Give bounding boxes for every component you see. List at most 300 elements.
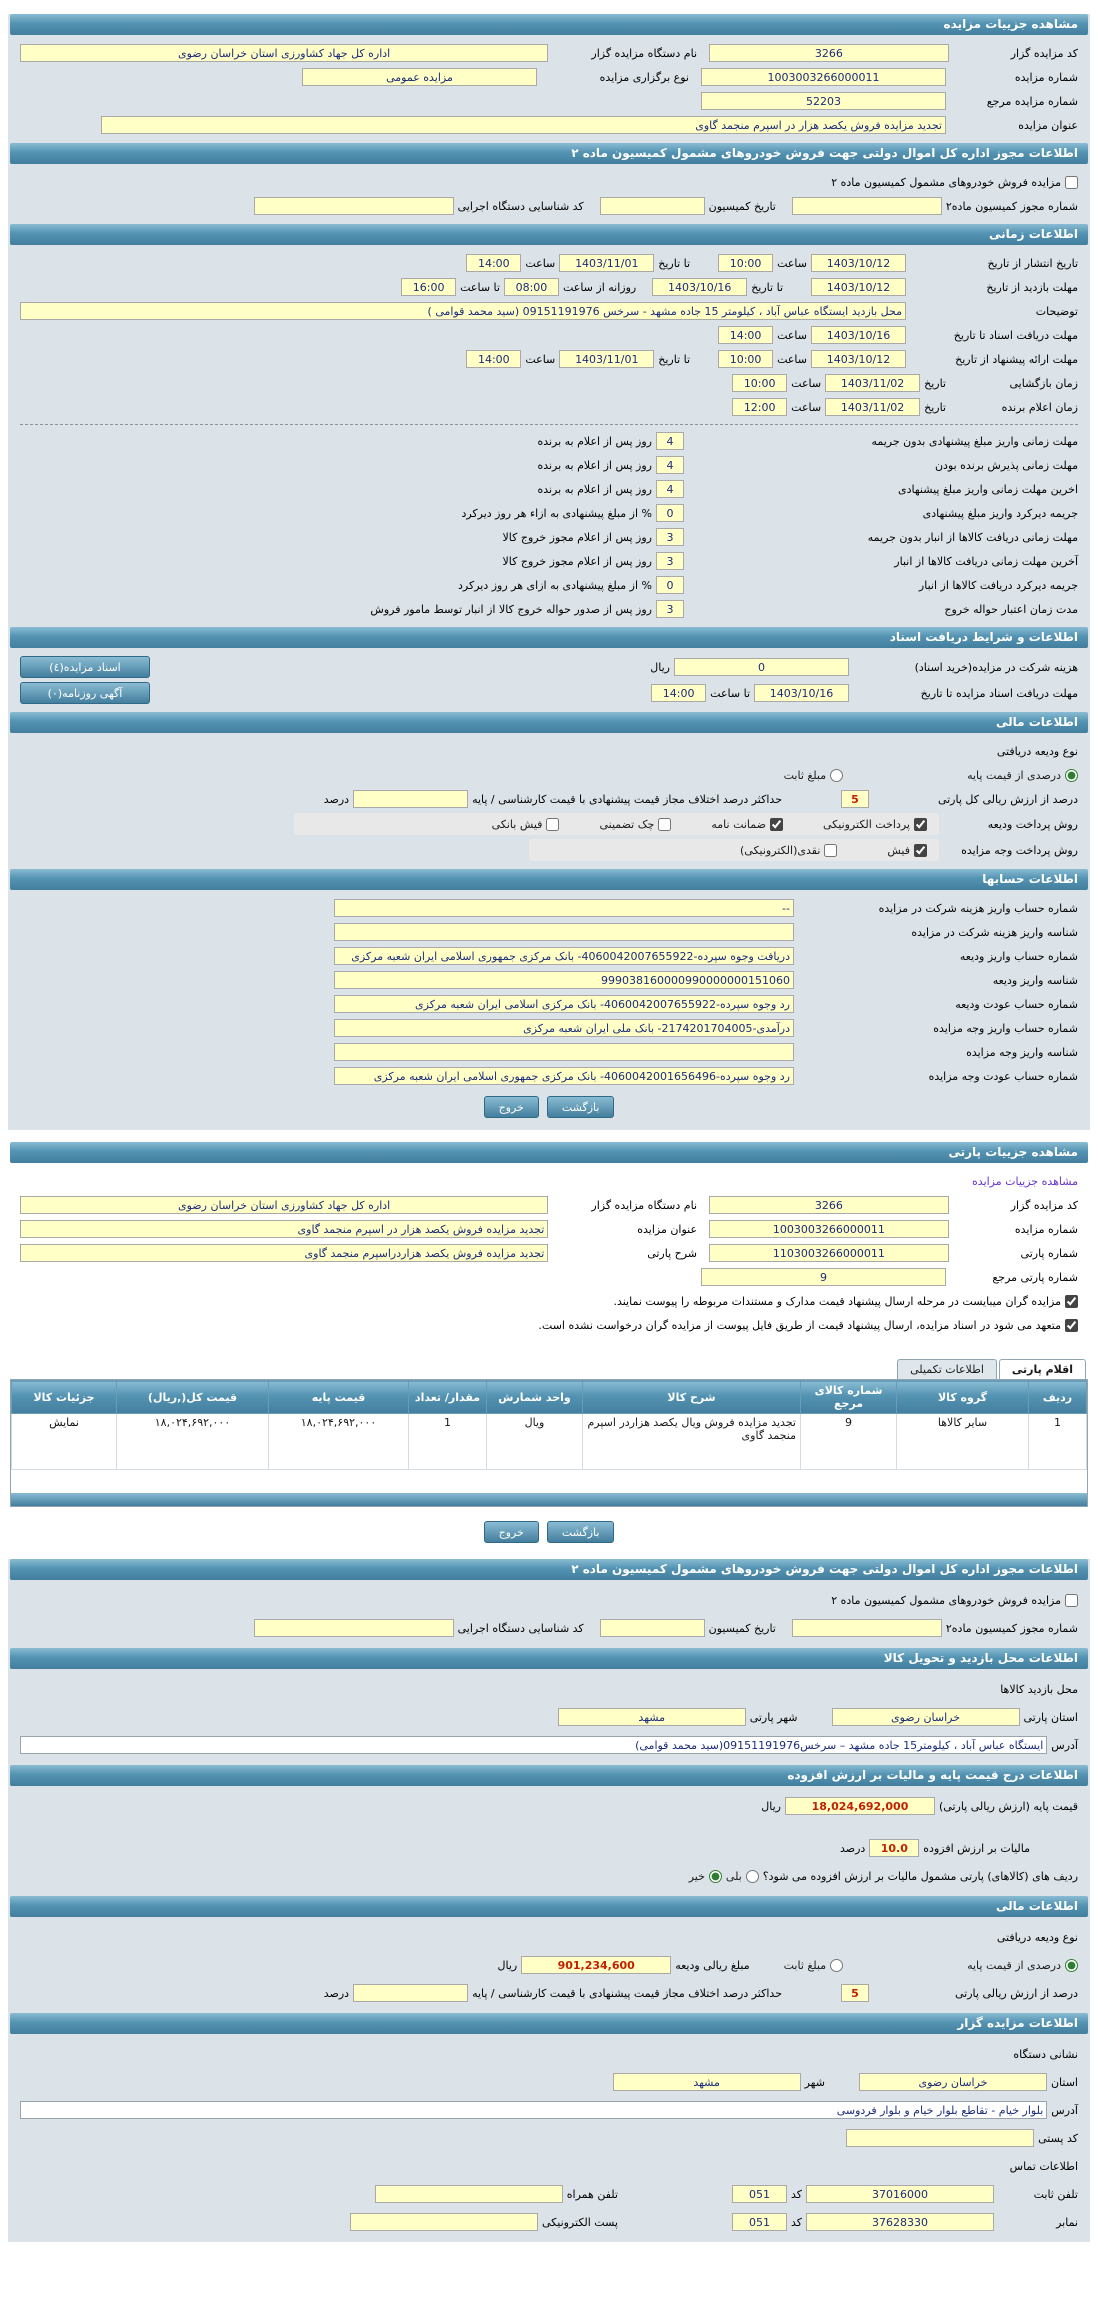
organizer-province-label: استان (1050, 2075, 1078, 2089)
offer-to-date-input[interactable] (559, 350, 654, 368)
deposit-method-row (8, 811, 1090, 837)
organizer-province-input[interactable] (859, 2073, 1047, 2091)
deposit-amount-input[interactable] (521, 1956, 671, 1974)
cash-electronic-checkbox[interactable] (824, 844, 837, 857)
deposit-amount-label: مبلغ ریالی ودیعه (675, 1958, 750, 1972)
location-header: اطلاعات محل بازدید و تحویل کالا (10, 1648, 1088, 1669)
deposit-percent-input-2[interactable] (841, 1984, 869, 2002)
fee-row (8, 654, 1090, 680)
dashed-separator (20, 424, 1078, 425)
fixed-amount-label: مبلغ ثابت (783, 768, 827, 782)
account-label: شماره حساب عودت وجه مزایده (928, 1069, 1078, 1083)
percent-label: درصد (323, 1986, 350, 2000)
publish-to-date-input[interactable] (559, 254, 654, 272)
fax-row (8, 2208, 1090, 2236)
docs-deadline-time-input[interactable] (718, 326, 773, 344)
cell-base-price: ۱۸,۰۲۴,۶۹۲,۰۰۰ (269, 1414, 409, 1470)
attach-note-row (8, 1289, 1090, 1313)
party-extended-panel (8, 1559, 1090, 2242)
notes-input[interactable] (20, 302, 906, 320)
col-item-ref: شماره کالای مرجع (801, 1381, 897, 1414)
hour-label: ساعت (791, 376, 822, 390)
mobile-input[interactable] (375, 2185, 563, 2203)
phone-row (8, 2180, 1090, 2208)
pay-method-option-label: فیش (887, 843, 910, 857)
account-label: شناسه واریز ودیعه (992, 973, 1078, 987)
offer-label: مهلت ارائه پیشنهاد از تاریخ (955, 352, 1078, 366)
opening-row (8, 371, 1090, 395)
percent-of-base-radio-2[interactable] (1065, 1959, 1078, 1972)
cell-item-desc: تجدید مزایده فروش ویال یکصد هزاردر اسپرم منجمد گاوی (583, 1414, 801, 1470)
auction-title-label: عنوان مزایده (1018, 118, 1078, 132)
publish-label: تاریخ انتشار از تاریخ (987, 256, 1078, 270)
docs-receive-row (8, 680, 1090, 706)
fax-label: نمابر (1056, 2215, 1078, 2229)
deadline-days-input[interactable] (656, 456, 684, 474)
email-label: پست الکترونیکی (542, 2215, 618, 2229)
visit-to-date-input[interactable] (652, 278, 747, 296)
exit-button[interactable]: خروج (484, 1096, 539, 1118)
deposit-type-row-2 (8, 1923, 1090, 1951)
account-row (8, 920, 1090, 944)
view-auction-details-link[interactable]: مشاهده جزییات مزایده (972, 1174, 1078, 1188)
offer-to-time-input[interactable] (466, 350, 521, 368)
deposit-method-label: روش پرداخت ودیعه (987, 817, 1078, 831)
col-base-price: قیمت پایه (269, 1381, 409, 1414)
cell-row-number: 1 (1029, 1414, 1087, 1470)
deposit-percent-input[interactable] (841, 790, 869, 808)
to-date-label: تا تاریخ (658, 256, 691, 270)
party-tabs (8, 1359, 1090, 1379)
deadline-row (8, 597, 1090, 621)
agency-id-label: کد شناسایی دستگاه اجرایی (457, 199, 584, 213)
vat-no-label: خیر (688, 1869, 705, 1883)
organizer-address-header-row (8, 2040, 1090, 2068)
auction-title-input[interactable] (101, 116, 946, 134)
party-ref-input[interactable] (701, 1268, 946, 1286)
offer-row (8, 347, 1090, 371)
publish-from-time-input[interactable] (718, 254, 773, 272)
deadline-days-input[interactable] (656, 600, 684, 618)
bidder-code-input[interactable] (709, 44, 949, 62)
percent-label: درصد (839, 1841, 866, 1855)
base-price-input[interactable] (785, 1797, 935, 1815)
permit-fields-row (8, 194, 1090, 218)
cell-item-group: سایر کالاها (897, 1414, 1029, 1470)
percent-of-base-radio[interactable] (1065, 769, 1078, 782)
vehicle-commission-checkbox-2[interactable] (1065, 1594, 1078, 1607)
item-details-link[interactable]: نمایش (49, 1416, 79, 1429)
deposit-type-label: نوع ودیعه دریافتی (996, 744, 1078, 758)
deadline-days-input[interactable] (656, 528, 684, 546)
party-address-label: آدرس (1051, 1738, 1078, 1752)
party-items-table-block (10, 1379, 1088, 1507)
daily-from-time-input[interactable] (504, 278, 559, 296)
deadline-row (8, 525, 1090, 549)
table-row (12, 1414, 1087, 1470)
bidder-code-label: کد مزایده گزار (1010, 46, 1078, 60)
deposit-method-option[interactable] (599, 818, 671, 831)
notes-label: توضیحات (1035, 304, 1078, 318)
postal-code-label: کد پستی (1038, 2131, 1078, 2145)
deadline-days-input[interactable] (656, 576, 684, 594)
permit-number-input[interactable] (792, 197, 942, 215)
fixed-amount-radio-2[interactable] (830, 1959, 843, 1972)
vat-no-radio[interactable] (709, 1870, 722, 1883)
agency-id-input[interactable] (254, 197, 454, 215)
deadline-label: آخرین مهلت زمانی دریافت کالاها از انبار (894, 554, 1078, 568)
deadline-row (8, 573, 1090, 597)
phone-code-input[interactable] (732, 2185, 787, 2203)
pricing-header: اطلاعات درج قیمت پایه و مالیات بر ارزش افزوده (10, 1765, 1088, 1786)
certified-cheque-checkbox[interactable] (658, 818, 671, 831)
attach-required-checkbox[interactable] (1065, 1295, 1078, 1308)
commission-date-label-2: تاریخ کمیسیون (708, 1621, 776, 1635)
organizer-header: اطلاعات مزایده گزار (10, 2013, 1088, 2034)
party-link-row (8, 1169, 1090, 1193)
deadline-days-input[interactable] (656, 432, 684, 450)
deadline-label: مهلت زمانی واریز مبلغ پیشنهادی بدون جریمه (871, 434, 1078, 448)
deadline-suffix: روز پس از اعلام مجوز خروج کالا (502, 554, 652, 568)
opening-time-input[interactable] (732, 374, 787, 392)
account-input[interactable] (334, 1067, 794, 1085)
vat-yes-label: بلی (725, 1869, 742, 1883)
fixed-amount-option[interactable] (784, 769, 843, 782)
vat-yes-option[interactable] (726, 1870, 759, 1883)
party-number-label: شماره پارتی (1020, 1246, 1078, 1260)
deadline-suffix: % از مبلغ پیشنهادی به ازاء هر روز دیرکرد (461, 506, 652, 520)
mobile-label: تلفن همراه (566, 2187, 618, 2201)
auction-documents-button[interactable]: اسناد مزایده(٤) (20, 656, 150, 678)
party-province-input[interactable] (832, 1708, 1020, 1726)
account-input[interactable] (334, 947, 794, 965)
account-label: شناسه واریز وجه مزایده (966, 1045, 1078, 1059)
account-input[interactable] (334, 995, 794, 1013)
visit-place-row (8, 1675, 1090, 1703)
party-auction-title-input[interactable] (20, 1220, 548, 1238)
timing-header: اطلاعات زمانی (10, 224, 1088, 245)
fixed-amount-radio[interactable] (830, 769, 843, 782)
deposit-method-option-label: فیش بانکی (491, 817, 543, 831)
hour-label: ساعت (777, 352, 807, 366)
deadline-suffix: روز پس از اعلام مجوز خروج کالا (502, 530, 652, 544)
documents-header: اطلاعات و شرایط دریافت اسناد (10, 627, 1088, 648)
fax-code-input[interactable] (732, 2213, 787, 2231)
percent-of-base-label-2: درصدی از قیمت پایه (967, 1958, 1061, 1972)
attach-required-label: مزایده گران میبایست در مرحله ارسال پیشنهاد قیمت مدارک و مستندات مربوطه را پیوست نمایند. (613, 1294, 1061, 1308)
daily-to-label: تا ساعت (460, 280, 500, 294)
email-input[interactable] (350, 2213, 538, 2231)
daily-from-label: روزانه از ساعت (562, 280, 637, 294)
tab-additional-info[interactable]: اطلاعات تکمیلی (897, 1359, 997, 1379)
deadline-suffix: روز پس از صدور حواله خروج کالا از انبار توسط مامور فروش (370, 602, 652, 616)
commit-checkbox[interactable] (1065, 1319, 1078, 1332)
deposit-option-row-2 (8, 1951, 1090, 1979)
daily-to-time-input[interactable] (401, 278, 456, 296)
docs-deadline-date-input[interactable] (811, 326, 906, 344)
commission-date-input[interactable] (600, 197, 705, 215)
contact-header: اطلاعات تماس (1009, 2159, 1078, 2173)
deposit-method-option-label: چک تضمینی (599, 817, 655, 831)
financial-header-2: اطلاعات مالی (10, 1896, 1088, 1917)
visit-from-date-input[interactable] (811, 278, 906, 296)
auction-row-4 (8, 113, 1090, 137)
auction-row-3 (8, 89, 1090, 113)
party-buttons-row (8, 1513, 1090, 1549)
exit-button-2[interactable]: خروج (484, 1521, 539, 1543)
docs-receive-time-input[interactable] (651, 684, 706, 702)
deadline-days-input[interactable] (656, 504, 684, 522)
organizer-province-row (8, 2068, 1090, 2096)
code-label: کد (790, 2187, 802, 2201)
permit-header: اطلاعات مجوز اداره کل اموال دولتی جهت فروش خودروهای مشمول کمیسیون ماده ۲ (10, 143, 1088, 164)
party-desc-input[interactable] (20, 1244, 548, 1262)
deadline-row (8, 501, 1090, 525)
organizer-address-row (8, 2096, 1090, 2124)
agency-id-input-2[interactable] (254, 1619, 454, 1637)
account-input[interactable] (334, 899, 794, 917)
account-label: شماره حساب عودت ودیعه (955, 997, 1078, 1011)
agency-id-label-2: کد شناسایی دستگاه اجرایی (457, 1621, 584, 1635)
auction-row-2 (8, 65, 1090, 89)
org-name-label: نام دستگاه مزایده گزار (591, 46, 698, 60)
percent-of-base-option-2[interactable] (967, 1959, 1078, 1972)
organizer-address-label: آدرس (1051, 2103, 1078, 2117)
until-hour-label: تا ساعت (710, 686, 750, 700)
slip-checkbox[interactable] (914, 844, 927, 857)
party-auction-number-label: شماره مزایده (1014, 1222, 1078, 1236)
visit-row (8, 275, 1090, 299)
cell-total-price: ۱۸,۰۲۴,۶۹۲,۰۰۰ (117, 1414, 269, 1470)
deadline-suffix: روز پس از اعلام به برنده (537, 482, 652, 496)
docs-receive-date-input[interactable] (754, 684, 849, 702)
deposit-percent-label-2: درصد از ارزش ریالی پارتی (955, 1986, 1078, 2000)
offer-from-time-input[interactable] (718, 350, 773, 368)
postal-code-row (8, 2124, 1090, 2152)
percent-of-base-option[interactable] (967, 769, 1078, 782)
col-item-details: جزئیات کالا (12, 1381, 117, 1414)
postal-code-input[interactable] (846, 2129, 1034, 2147)
account-input[interactable] (334, 971, 794, 989)
account-label: شماره حساب واریز هزینه شرکت در مزایده (878, 901, 1078, 915)
col-item-group: گروه کالا (897, 1381, 1029, 1414)
deadline-suffix: روز پس از اعلام به برنده (537, 434, 652, 448)
rial-label: ریال (650, 660, 670, 674)
deposit-method-option[interactable] (492, 818, 560, 831)
hour-label: ساعت (791, 400, 822, 414)
fee-input[interactable] (674, 658, 849, 676)
party-city-input[interactable] (558, 1708, 746, 1726)
account-row (8, 1064, 1090, 1088)
winner-row (8, 395, 1090, 419)
cell-unit: ویال (487, 1414, 583, 1470)
account-label: شماره حساب واریز وجه مزایده (933, 1021, 1078, 1035)
party-address-row (8, 1731, 1090, 1759)
party-org-name-input[interactable] (20, 1196, 548, 1214)
party-city-label: شهر پارتی (749, 1710, 798, 1724)
fax-input[interactable] (806, 2213, 994, 2231)
publish-to-time-input[interactable] (466, 254, 521, 272)
party-row-2 (8, 1217, 1090, 1241)
auction-type-label: نوع برگزاری مزایده (599, 70, 689, 84)
deposit-method-option[interactable] (823, 818, 927, 831)
account-row (8, 1016, 1090, 1040)
permit-number-label-2: شماره مجوز کمیسیون ماده۲ (945, 1621, 1078, 1635)
deadline-label: مهلت زمانی پذیرش برنده بودن (934, 458, 1078, 472)
vat-question-row (8, 1862, 1090, 1890)
hour-label: ساعت (777, 328, 807, 342)
docs-deadline-label: مهلت دریافت اسناد تا تاریخ (953, 328, 1078, 342)
notes-row (8, 299, 1090, 323)
percent-of-base-label: درصدی از قیمت پایه (967, 768, 1061, 782)
deposit-method-option-label: پرداخت الکترونیکی (823, 817, 910, 831)
back-button-2[interactable]: بازگشت (547, 1521, 615, 1543)
permit-header-2: اطلاعات مجوز اداره کل اموال دولتی جهت فروش خودروهای مشمول کمیسیون ماده ۲ (10, 1559, 1088, 1580)
permit-fields-row-2 (8, 1614, 1090, 1642)
deadline-days-input[interactable] (656, 480, 684, 498)
vat-question-label: ردیف های (کالاهای) پارتی مشمول مالیات بر ارزش افزوده می شود؟ (762, 1869, 1078, 1883)
deposit-percent-label: درصد از ارزش ریالی کل پارتی (937, 792, 1078, 806)
permit-checkbox-row (8, 170, 1090, 194)
deadline-suffix: % از مبلغ پیشنهادی به ازای هر روز دیرکرد (458, 578, 652, 592)
party-row-1 (8, 1193, 1090, 1217)
deposit-method-option[interactable] (711, 818, 783, 831)
deadline-label: مدت زمان اعتبار حواله خروج (944, 602, 1078, 616)
organizer-city-label: شهر (804, 2075, 825, 2089)
max-diff-input-2[interactable] (353, 1984, 468, 2002)
back-button[interactable]: بازگشت (547, 1096, 615, 1118)
pay-method-band (529, 839, 939, 861)
date-label: تاریخ (924, 400, 946, 414)
pay-method-option[interactable] (740, 844, 837, 857)
fixed-amount-label-2: مبلغ ثابت (783, 1958, 827, 1972)
deadline-label: اخرین مهلت زمانی واریز مبلغ پیشنهادی (898, 482, 1078, 496)
party-row-3 (8, 1241, 1090, 1265)
hour-label: ساعت (525, 256, 556, 270)
party-address-input[interactable] (20, 1736, 1047, 1754)
auction-number-label: شماره مزایده (1014, 70, 1078, 84)
deadline-days-input[interactable] (656, 552, 684, 570)
auction-row-1 (8, 41, 1090, 65)
party-bidder-code-label: کد مزایده گزار (1010, 1198, 1078, 1212)
winner-label: زمان اعلام برنده (1001, 400, 1078, 414)
permit-number-label: شماره مجوز کمیسیون ماده۲ (945, 199, 1078, 213)
vat-input[interactable] (869, 1839, 919, 1857)
table-footer-bar (11, 1493, 1087, 1506)
party-details-panel (8, 1142, 1090, 1549)
vat-yes-radio[interactable] (746, 1870, 759, 1883)
vat-row (8, 1834, 1090, 1862)
phone-input[interactable] (806, 2185, 994, 2203)
deposit-type-label-2: نوع ودیعه دریافتی (996, 1930, 1078, 1944)
deadline-row (8, 477, 1090, 501)
bank-slip-checkbox[interactable] (546, 818, 559, 831)
reference-number-input[interactable] (701, 92, 946, 110)
commit-note-row (8, 1313, 1090, 1337)
deposit-percent-row-2 (8, 1979, 1090, 2007)
party-ref-label: شماره پارتی مرجع (992, 1270, 1078, 1284)
deadline-row (8, 549, 1090, 573)
party-number-input[interactable] (709, 1244, 949, 1262)
to-date-label: تا تاریخ (658, 352, 691, 366)
guarantee-letter-checkbox[interactable] (770, 818, 783, 831)
pay-method-option[interactable] (887, 844, 927, 857)
deadline-label: جریمه دیرکرد واریز مبلغ پیشنهادی (922, 506, 1078, 520)
deposit-type-row (8, 739, 1090, 763)
deadline-row (8, 453, 1090, 477)
organizer-city-input[interactable] (613, 2073, 801, 2091)
to-date-label: تا تاریخ (751, 280, 783, 294)
party-items-table (11, 1380, 1087, 1470)
tab-party-items[interactable]: اقلام پارتی (999, 1359, 1086, 1379)
vehicle-commission-label-2: مزایده فروش خودروهای مشمول کمیسیون ماده ۲ (831, 1593, 1061, 1607)
offer-from-date-input[interactable] (811, 350, 906, 368)
opening-date-input[interactable] (825, 374, 920, 392)
vat-no-option[interactable] (689, 1870, 722, 1883)
organizer-address-input[interactable] (20, 2101, 1047, 2119)
party-details-header: مشاهده جزییات پارتی (10, 1142, 1088, 1163)
base-price-row (8, 1792, 1090, 1820)
auction-number-input[interactable] (701, 68, 946, 86)
fixed-amount-option-2[interactable] (784, 1959, 843, 1972)
auction-buttons-row (8, 1088, 1090, 1124)
winner-date-input[interactable] (825, 398, 920, 416)
account-row (8, 896, 1090, 920)
account-label: شماره حساب واریز ودیعه (959, 949, 1078, 963)
docs-deadline-row (8, 323, 1090, 347)
col-row-number: ردیف (1029, 1381, 1087, 1414)
deposit-method-option-label: ضمانت نامه (711, 817, 766, 831)
account-label: شناسه واریز هزینه شرکت در مزایده (911, 925, 1078, 939)
account-row (8, 968, 1090, 992)
vat-label: مالیات بر ارزش افزوده (923, 1841, 1030, 1855)
cell-quantity: 1 (409, 1414, 487, 1470)
organizer-address-header: نشانی دستگاه (1013, 2047, 1078, 2061)
auction-details-header: مشاهده جزییات مزایده (10, 14, 1088, 35)
col-total-price: قیمت کل(,ریال) (117, 1381, 269, 1414)
party-province-row (8, 1703, 1090, 1731)
newspaper-ad-button[interactable]: آگهی روزنامه(٠) (20, 682, 150, 704)
party-auction-number-input[interactable] (709, 1220, 949, 1238)
deposit-percent-row (8, 787, 1090, 811)
docs-receive-label: مهلت دریافت اسناد مزایده تا تاریخ (920, 686, 1078, 700)
rial-label: ریال (497, 1958, 518, 1972)
account-input[interactable] (334, 1019, 794, 1037)
winner-time-input[interactable] (732, 398, 787, 416)
party-bidder-code-input[interactable] (709, 1196, 949, 1214)
account-input[interactable] (334, 923, 794, 941)
org-name-input[interactable] (20, 44, 548, 62)
electronic-payment-checkbox[interactable] (914, 818, 927, 831)
pay-method-option-label: نقدی(الکترونیکی) (739, 843, 821, 857)
commission-date-input-2[interactable] (600, 1619, 705, 1637)
permit-number-input-2[interactable] (792, 1619, 942, 1637)
party-org-name-label: نام دستگاه مزایده گزار (591, 1198, 698, 1212)
party-row-4 (8, 1265, 1090, 1289)
base-price-label: قیمت پایه (ارزش ریالی پارتی) (939, 1799, 1078, 1813)
deposit-option-row (8, 763, 1090, 787)
publish-from-date-input[interactable] (811, 254, 906, 272)
vehicle-commission-checkbox[interactable] (1065, 176, 1078, 189)
auction-type-input[interactable] (302, 68, 537, 86)
deadline-suffix: روز پس از اعلام به برنده (537, 458, 652, 472)
phone-label: تلفن ثابت (1033, 2187, 1078, 2201)
account-input[interactable] (334, 1043, 794, 1061)
accounts-header: اطلاعات حسابها (10, 869, 1088, 890)
max-diff-input[interactable] (353, 790, 468, 808)
code-label: کد (790, 2215, 802, 2229)
col-quantity: مقدار/ تعداد (409, 1381, 487, 1414)
